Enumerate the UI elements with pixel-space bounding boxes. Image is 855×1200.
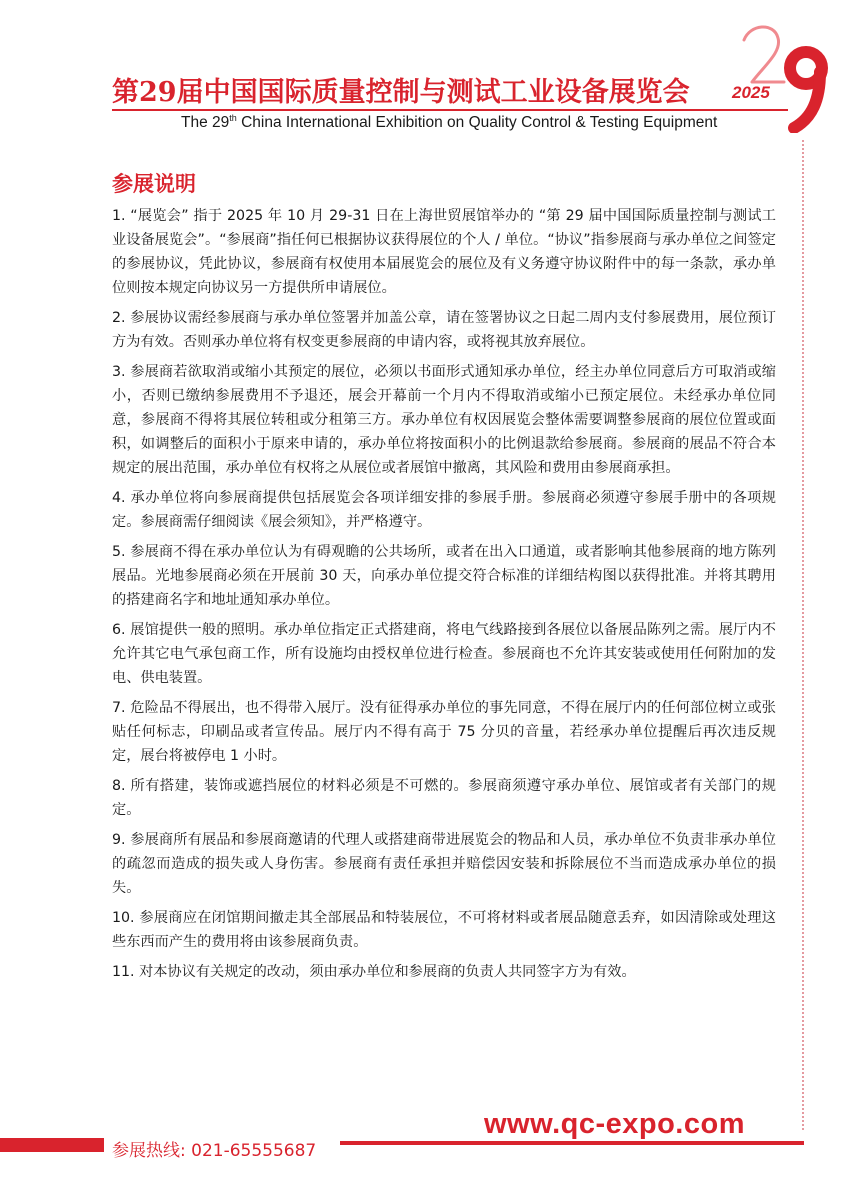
- page-title: 第29届中国国际质量控制与测试工业设备展览会: [112, 77, 690, 108]
- logo-year: 2025: [732, 83, 770, 102]
- expo-logo: [728, 18, 838, 133]
- subtitle-suffix: China International Exhibition on Quality Control & Testing Equipment: [236, 114, 718, 131]
- clause-5: 5. 参展商不得在承办单位认为有碍观瞻的公共场所，或者在出入口通道，或者影响其他参展商的地方陈列展品。光地参展商必须在开展前 30 天，向承办单位提交符合标准的详细结构图以获得批准。并将其聘用的搭建商名字和地址通知承办单位。: [112, 544, 776, 608]
- clause-6: 6. 展馆提供一般的照明。承办单位指定正式搭建商，将电气线路接到各展位以备展品陈列之需。展厅内不允许其它电气承包商工作，所有设施均由授权单位进行检查。参展商也不允许其安装或使用任何附加的发电、供电装置。: [112, 622, 776, 686]
- clause-1: 1. “展览会” 指于 2025 年 10 月 29-31 日在上海世贸展馆举办的 “第 29 届中国国际质量控制与测试工业设备展览会”。“参展商”指任何已根据协议获得展位的个人 / 单位。“协议”指参展商与承办单位之间签定的参展协议，凭此协议，参展商有权使用本届展览会的展位及有义务遵守协议附件中的每一条款，承办单位则按本规定向协议另一方提供所申请展位。: [112, 208, 776, 296]
- section-title: 参展说明: [112, 172, 196, 196]
- logo-digit-9: [790, 52, 822, 128]
- clause-7: 7. 危险品不得展出，也不得带入展厅。没有征得承办单位的事先同意，不得在展厅内的任何部位树立或张贴任何标志，印刷品或者宣传品。展厅内不得有高于 75 分贝的音量，若经承办单位提醒后再次违反规定，展台将被停电 1 小时。: [112, 700, 776, 764]
- clause-8: 8. 所有搭建，装饰或遮挡展位的材料必须是不可燃的。参展商须遵守承办单位、展馆或者有关部门的规定。: [112, 778, 776, 818]
- subtitle-prefix: The 29: [181, 114, 230, 131]
- margin-dotted-line: [802, 140, 804, 1130]
- header-rule: [112, 109, 788, 111]
- clause-11: 11. 对本协议有关规定的改动，须由承办单位和参展商的负责人共同签字方为有效。: [112, 964, 636, 980]
- subtitle-superscript: th: [229, 112, 237, 123]
- clause-4: 4. 承办单位将向参展商提供包括展览会各项详细安排的参展手册。参展商必须遵守参展手册中的各项规定。参展商需仔细阅读《展会须知》，并严格遵守。: [112, 490, 776, 530]
- footer-bar-right: [340, 1141, 804, 1145]
- clause-10: 10. 参展商应在闭馆期间撤走其全部展品和特装展位，不可将材料或者展品随意丢弃，如因清除或处理这些东西而产生的费用将由该参展商负责。: [112, 910, 776, 950]
- page-subtitle: [181, 114, 717, 132]
- logo-digit-2: [744, 27, 784, 82]
- hotline-text: 参展热线: 021-65555687: [112, 1141, 317, 1161]
- clause-9: 9. 参展商所有展品和参展商邀请的代理人或搭建商带进展览会的物品和人员，承办单位不负责非承办单位的疏忽而造成的损失或人身伤害。参展商有责任承担并赔偿因安装和拆除展位不当而造成承办单位的损失。: [112, 832, 776, 896]
- footer-bar-left: [0, 1138, 104, 1152]
- clause-3: 3. 参展商若欲取消或缩小其预定的展位，必须以书面形式通知承办单位，经主办单位同意后方可取消或缩小，否则已缴纳参展费用不予退还，展会开幕前一个月内不得取消或缩小已预定展位。未经承办单位同意，参展商不得将其展位转租或分租第三方。承办单位有权因展览会整体需要调整参展商的展位位置或面积，如调整后的面积小于原来申请的，承办单位将按面积小的比例退款给参展商。参展商的展品不符合本规定的展出范围，承办单位有权将之从展位或者展馆中撤离，其风险和费用由参展商承担。: [112, 364, 776, 476]
- website-link[interactable]: www.qc-expo.com: [483, 1108, 745, 1140]
- clause-2: 2. 参展协议需经参展商与承办单位签署并加盖公章，请在签署协议之日起二周内支付参展费用，展位预订方为有效。否则承办单位将有权变更参展商的申请内容，或将视其放弃展位。: [112, 310, 776, 350]
- clause-list: [112, 204, 776, 990]
